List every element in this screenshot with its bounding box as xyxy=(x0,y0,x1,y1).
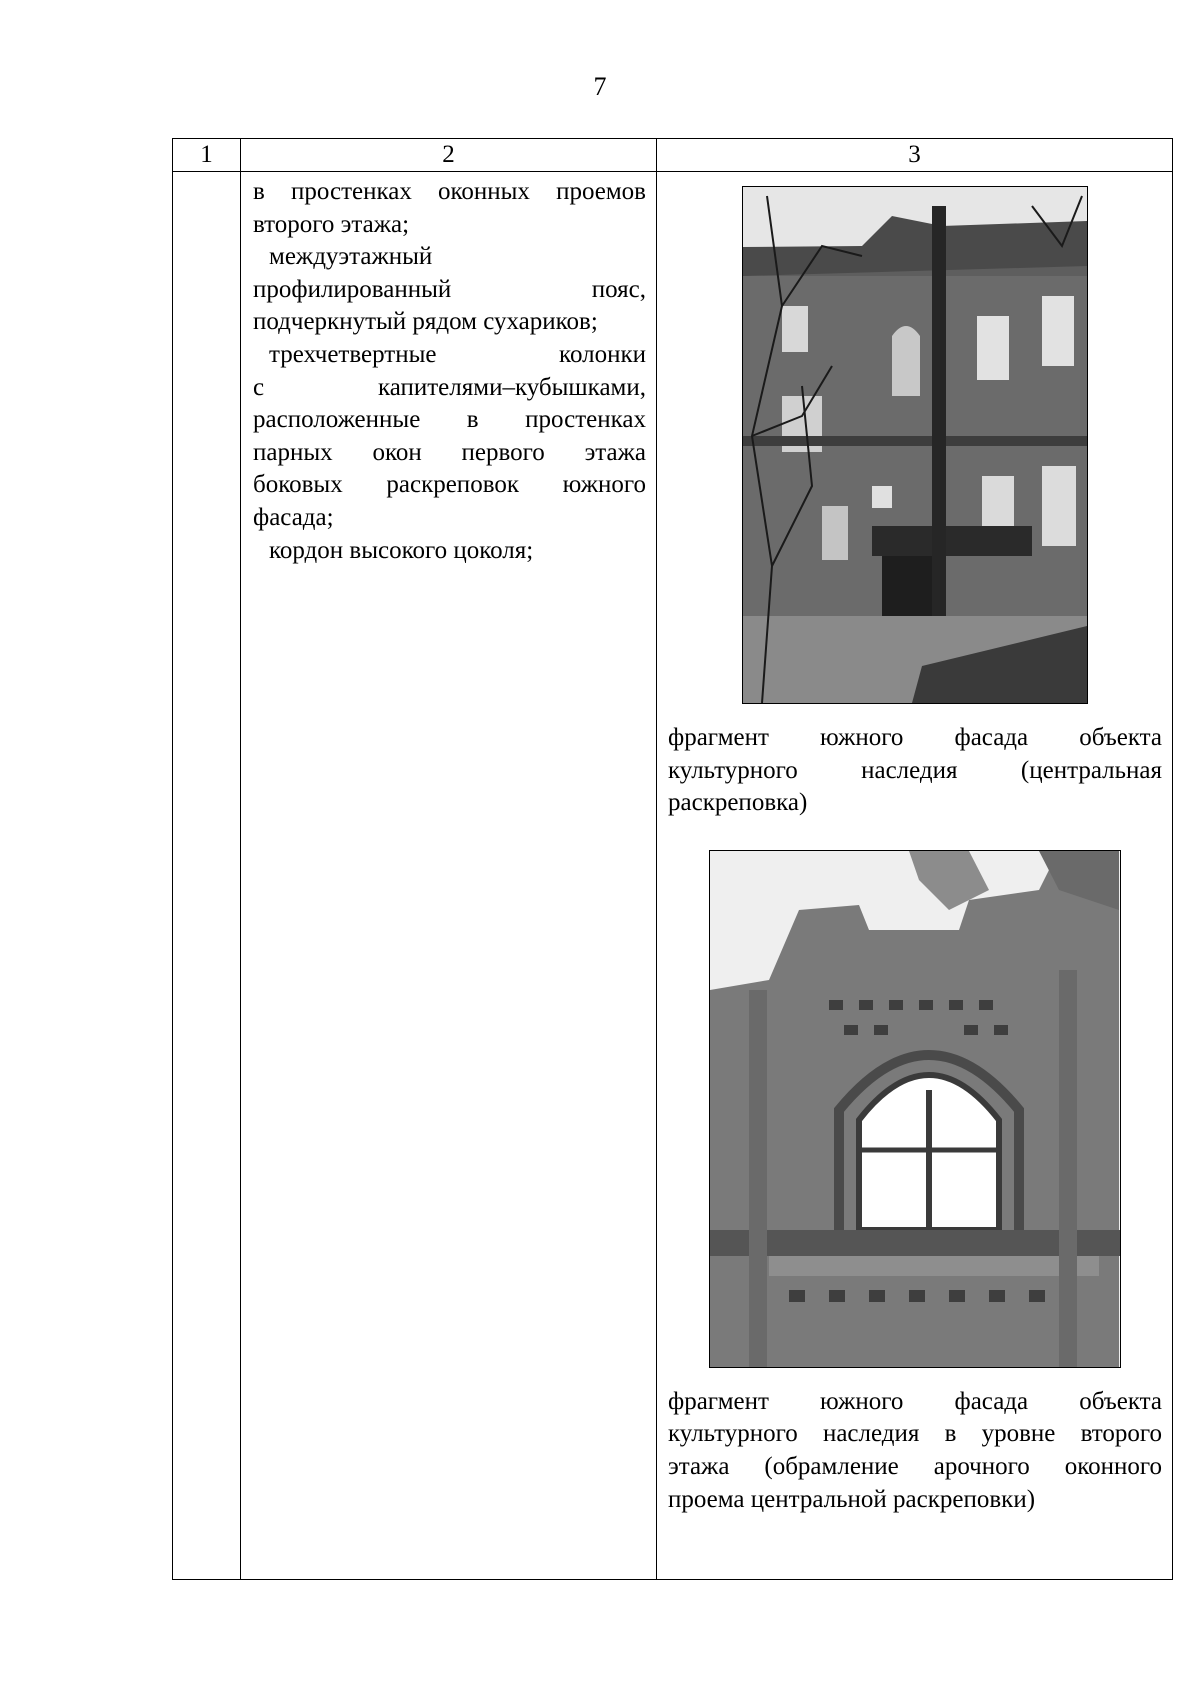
caption-line: культурного наследия в уровне второго xyxy=(668,1420,1162,1448)
description-text xyxy=(241,172,656,567)
description-line: междуэтажный xyxy=(269,243,433,271)
caption-line: культурного наследия (центральная xyxy=(668,756,1162,784)
header-cell-2: 2 xyxy=(241,139,657,172)
illustration-cell xyxy=(657,172,1173,1580)
caption-line: фрагмент южного фасада объекта xyxy=(668,1387,1162,1415)
illustration-column xyxy=(657,172,1172,1516)
description-line: с капителями–кубышками, xyxy=(253,373,646,401)
description-line: второго этажа; xyxy=(253,210,410,238)
facade-second-floor-arch-photo xyxy=(709,850,1121,1368)
caption-line: этажа (обрамление арочного оконного xyxy=(668,1452,1162,1480)
facade-central-projection-photo xyxy=(742,186,1088,704)
description-line: в простенках оконных проемов xyxy=(253,178,646,205)
description-line: расположенные в простенках xyxy=(253,406,646,434)
caption-line: раскреповка) xyxy=(668,789,808,817)
description-line: трехчетвертные колонки xyxy=(269,340,646,368)
description-line: кордон высокого цоколя; xyxy=(269,536,534,564)
description-line: боковых раскреповок южного xyxy=(253,471,646,499)
description-cell xyxy=(241,172,657,1580)
heritage-table xyxy=(172,138,1173,1580)
description-line: парных окон первого этажа xyxy=(253,438,646,466)
row-number-cell xyxy=(173,172,241,1580)
photo-caption-2 xyxy=(668,1386,1162,1516)
photo-caption-1 xyxy=(668,722,1162,820)
header-cell-1: 1 xyxy=(173,139,241,172)
caption-line: проема центральной раскреповки) xyxy=(668,1485,1036,1513)
description-line: профилированный пояс, xyxy=(253,275,646,303)
table-header-row xyxy=(173,139,1173,172)
description-line: подчеркнутый рядом сухариков; xyxy=(253,308,598,336)
page-number: 7 xyxy=(593,72,607,101)
description-line: фасада; xyxy=(253,503,334,531)
header-cell-3: 3 xyxy=(657,139,1173,172)
table-row xyxy=(173,172,1173,1580)
caption-line: фрагмент южного фасада объекта xyxy=(668,724,1162,751)
